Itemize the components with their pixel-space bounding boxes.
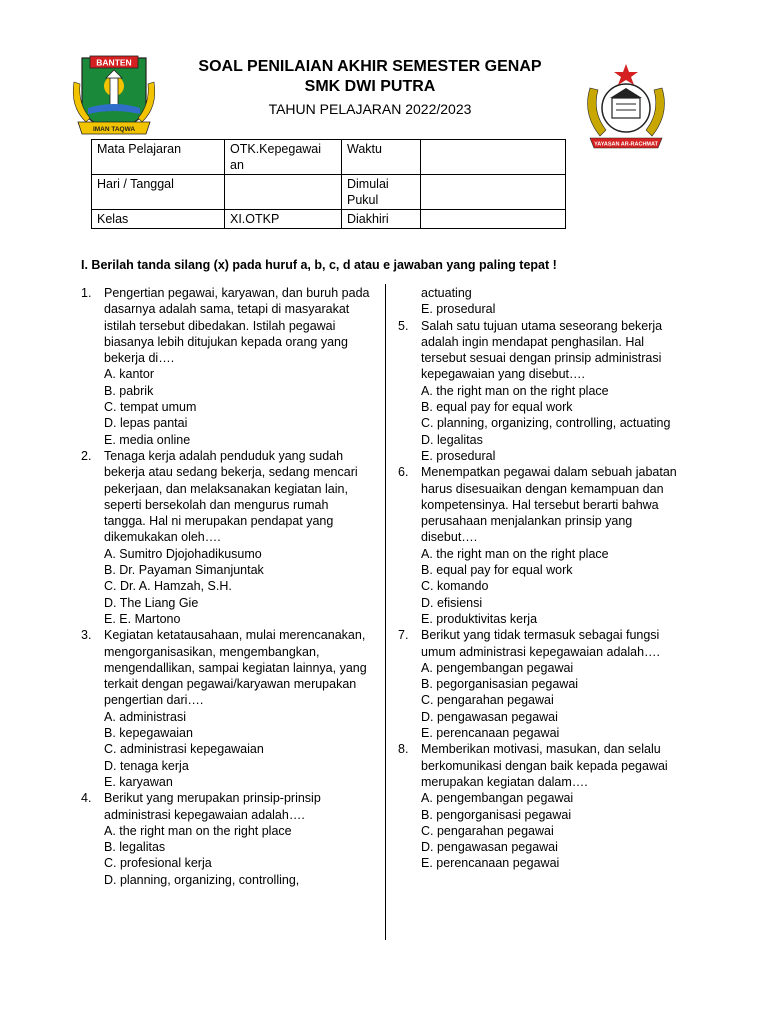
questions-left-column	[81, 285, 371, 888]
answer-option[interactable]: A. administrasi	[104, 709, 186, 724]
question-number: 3.	[81, 628, 92, 643]
answer-option[interactable]: C. administrasi kepegawaian	[104, 742, 264, 757]
questions-right-column	[398, 285, 688, 872]
instruction-text: I. Berilah tanda silang (x) pada huruf a, b, c, d atau e jawaban yang paling tepat !	[81, 258, 557, 272]
answer-option[interactable]: C. Dr. A. Hamzah, S.H.	[104, 579, 232, 594]
academic-year: TAHUN PELAJARAN 2022/2023	[268, 101, 472, 117]
column-divider	[385, 284, 386, 940]
table-cell: OTK.Kepegawai an	[225, 140, 342, 175]
question-text: Berikut yang merupakan prinsip-prinsip administrasi kepegawaian adalah….	[104, 791, 321, 822]
answer-option[interactable]: C. planning, organizing, controlling, actuating	[421, 416, 671, 431]
question-number: 6.	[398, 465, 409, 480]
answer-option[interactable]: D. efisiensi	[421, 595, 483, 610]
answer-option[interactable]: A. the right man on the right place	[421, 546, 609, 561]
answer-option[interactable]: B. pengorganisasi pegawai	[421, 807, 572, 822]
answer-option[interactable]: B. equal pay for equal work	[421, 563, 573, 578]
question-number: 2.	[81, 448, 92, 463]
table-row	[92, 210, 566, 229]
answer-option[interactable]: D. The Liang Gie	[104, 595, 199, 610]
answer-option[interactable]: E. media online	[104, 432, 191, 447]
answer-option[interactable]: A. the right man on the right place	[421, 383, 609, 398]
table-row	[92, 175, 566, 210]
answer-option[interactable]: E. prosedural	[421, 302, 496, 317]
answer-option[interactable]: B. kepegawaian	[104, 726, 193, 741]
answer-option[interactable]: E. perencanaan pegawai	[421, 726, 560, 741]
table-cell	[225, 175, 342, 210]
question-number: 4.	[81, 791, 92, 806]
answer-option[interactable]: B. legalitas	[104, 840, 166, 855]
title-block	[160, 57, 580, 119]
question-number: 5.	[398, 318, 409, 333]
logo-left-label: BANTEN	[96, 57, 132, 68]
answer-option[interactable]: A. kantor	[104, 367, 155, 382]
table-cell	[421, 210, 566, 229]
answer-option[interactable]: D. legalitas	[421, 432, 483, 447]
answer-option[interactable]: actuating	[421, 286, 472, 300]
question-text: Tenaga kerja adalah penduduk yang sudah bekerja atau sedang bekerja, sedang mencari pekerjaan, dan melaksanakan kegiatan lain, seperti bersekolah dan mengurus rumah tangga. Hal ni merupakan pendapat yang dikemukakan oleh….	[104, 448, 358, 545]
question-text: Berikut yang tidak termasuk sebagai fungsi umum administrasi kepegawaian adalah….	[421, 628, 661, 659]
table-cell: Hari / Tanggal	[92, 175, 225, 210]
answer-option[interactable]: B. Dr. Payaman Simanjuntak	[104, 563, 264, 578]
answer-option[interactable]: E. karyawan	[104, 774, 173, 789]
answer-option[interactable]: C. komando	[421, 579, 489, 594]
question-item	[81, 627, 371, 790]
answer-option[interactable]: D. tenaga kerja	[104, 758, 189, 773]
answer-option[interactable]: A. pengembangan pegawai	[421, 660, 574, 675]
question-text: Salah satu tujuan utama seseorang bekerja adalah ingin mendapat penghasilan. Hal tersebut sesuai dengan prinsip administrasi kepegawaian yang disebut….	[421, 318, 663, 382]
question-text: Memberikan motivasi, masukan, dan selalu berkomunikasi dengan baik kepada pegawai merupakan kegiatan dalam….	[421, 742, 668, 789]
question-item	[398, 627, 688, 741]
answer-option[interactable]: C. profesional kerja	[104, 856, 212, 871]
table-cell	[421, 140, 566, 175]
exam-title: SOAL PENILAIAN AKHIR SEMESTER GENAP	[198, 58, 542, 75]
school-name: SMK DWI PUTRA	[304, 78, 436, 95]
answer-option[interactable]: B. pabrik	[104, 383, 154, 398]
answer-option[interactable]: E. E. Martono	[104, 611, 181, 626]
answer-option[interactable]: D. lepas pantai	[104, 416, 188, 431]
table-cell: Dimulai Pukul	[342, 175, 421, 210]
logo-right-label: YAYASAN AR-RACHMAT	[594, 141, 658, 148]
answer-option[interactable]: D. pengawasan pegawai	[421, 709, 558, 724]
answer-option[interactable]: D. pengawasan pegawai	[421, 840, 558, 855]
yayasan-emblem-icon	[576, 58, 676, 156]
answer-option[interactable]: E. produktivitas kerja	[421, 611, 538, 626]
page-header	[0, 0, 768, 148]
question-text: Kegiatan ketatausahaan, mulai merencanakan, mengorganisasikan, mengembangkan, mengendallikan, sampai kegiatan lainnya, yang terkait dengan pegawai/karyawan merupakan pengertian dari….	[104, 628, 367, 708]
question-number: 8.	[398, 742, 409, 757]
answer-option[interactable]: E. perencanaan pegawai	[421, 856, 560, 871]
question-text: Pengertian pegawai, karyawan, dan buruh pada dasarnya adalah sama, tetapi di masyarakat istilah tersebut dibedakan. Istilah pegawai biasanya lebih ditujukan kepada orang yang bekerja di….	[104, 286, 370, 366]
question-number: 7.	[398, 628, 409, 643]
question-item	[81, 285, 371, 448]
exam-info-table	[91, 139, 566, 229]
answer-option[interactable]: A. pengembangan pegawai	[421, 791, 574, 806]
answer-option[interactable]: C. pengarahan pegawai	[421, 693, 554, 708]
question-item	[398, 464, 688, 627]
table-row	[92, 140, 566, 175]
question-number: 1.	[81, 286, 92, 300]
table-cell: Waktu	[342, 140, 421, 175]
answer-option[interactable]: E. prosedural	[421, 448, 496, 463]
question-item	[398, 741, 688, 871]
table-cell: XI.OTKP	[225, 210, 342, 229]
table-cell: Diakhiri	[342, 210, 421, 229]
question-item	[81, 448, 371, 627]
logo-left-motto: IMAN TAQWA	[92, 126, 136, 133]
question-item	[398, 318, 688, 465]
answer-option[interactable]: C. tempat umum	[104, 400, 197, 415]
answer-option[interactable]: A. Sumitro Djojohadikusumo	[104, 546, 262, 561]
banten-emblem-icon	[68, 52, 160, 138]
question-item	[81, 790, 371, 888]
answer-option[interactable]: C. pengarahan pegawai	[421, 823, 554, 838]
table-cell: Kelas	[92, 210, 225, 229]
table-cell	[421, 175, 566, 210]
answer-option[interactable]: B. pegorganisasian pegawai	[421, 677, 579, 692]
question-text: Menempatkan pegawai dalam sebuah jabatan harus disesuaikan dengan kemampuan dan kompetensinya. Hal tersebut berarti bahwa perusahaan menjalankan prinsip yang disebut….	[421, 465, 677, 545]
answer-option[interactable]: B. equal pay for equal work	[421, 400, 573, 415]
answer-option[interactable]: D. planning, organizing, controlling,	[104, 872, 300, 887]
answer-option[interactable]: A. the right man on the right place	[104, 823, 292, 838]
table-cell: Mata Pelajaran	[92, 140, 225, 175]
